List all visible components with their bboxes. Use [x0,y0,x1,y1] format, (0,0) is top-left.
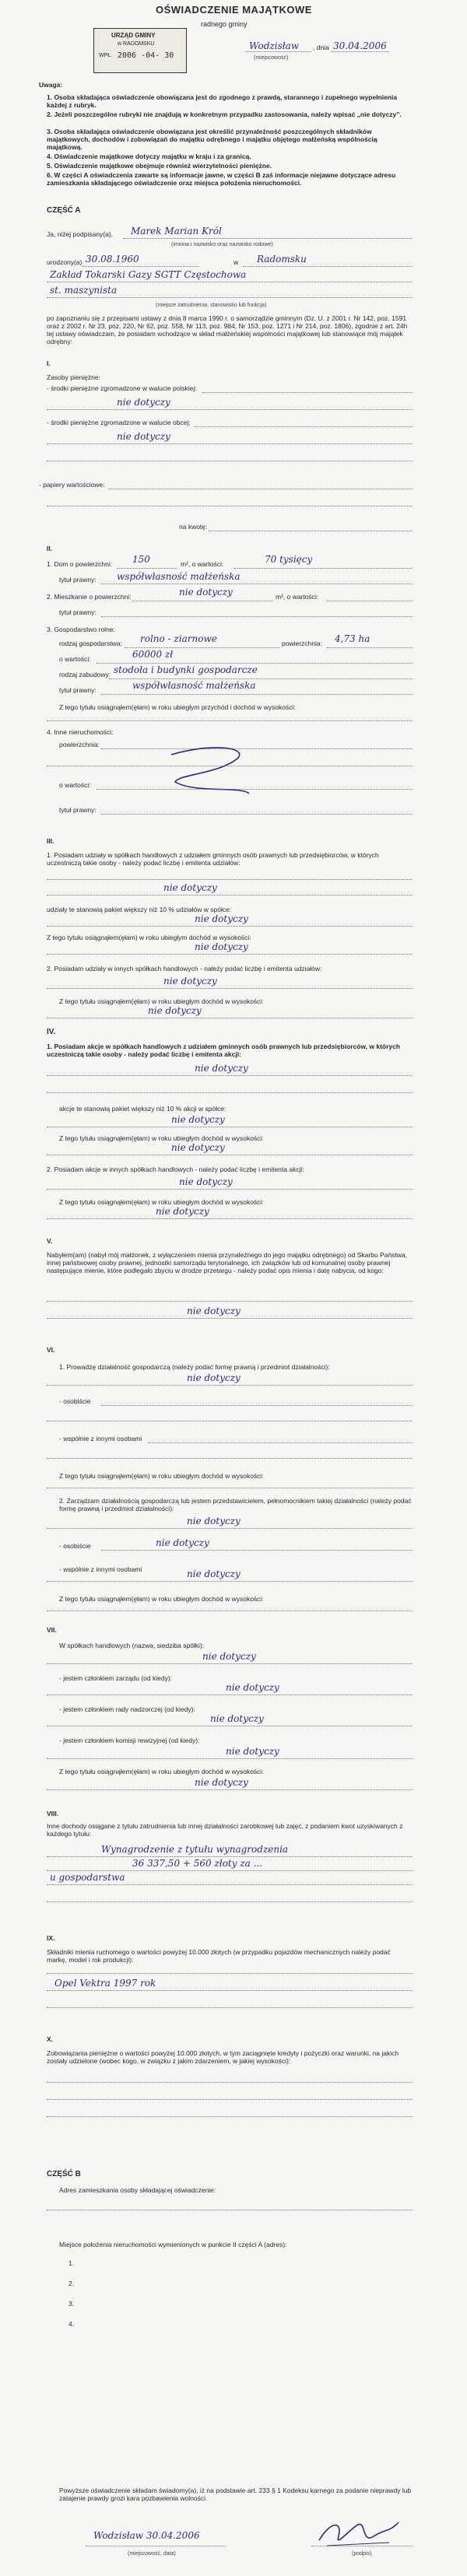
stamp-line1: URZĄD GMINY [111,32,156,39]
inne-tytul-label: tytuł prawny: [59,806,97,814]
sec9-line-3 [47,2007,413,2008]
sec6-p1-line [47,1385,413,1386]
zabudowa-line [109,678,413,679]
gosp-tytul-line [101,694,413,695]
sec3-dochod-line [47,954,413,955]
uwaga-1: 1. Osoba składająca oświadczenie obowiązana jest do zgodnego z prawdą, starannego i zupełnego wypełnienia każdej z rubryk. [47,93,398,109]
sec4-p1: 1. Posiadam akcje w spółkach handlowych z udziałem gminnych osób prawnych lub przedsiębiorców, w których uczestniczą takie osoby - należy podać liczbę i emitenta akcji: [47,1043,401,1058]
zasoby-label: Zasoby pieniężne: [47,373,100,381]
dom-value-handwritten: 70 tysięcy [265,554,313,565]
sec6-osobiscie2: - osobiście [59,1542,91,1550]
sec6-p2-handwritten: nie dotyczy [187,1516,241,1526]
sec4-dochod2-line [47,1218,413,1219]
obce-line-2 [47,443,413,444]
sec7-spolki-line [47,1663,413,1664]
sec3-pakiet-line [47,926,413,927]
pln-line-2 [47,409,413,410]
section-6-roman: VI. [47,1346,55,1354]
dom-m2-label: m², o wartości: [181,560,224,568]
inne-powierzchnia-line [101,748,413,749]
part-b-item-2: 2. [68,2280,75,2287]
sec4-p2: 2. Posiadam akcje w innych spółkach handlowych - należy podać liczbę i emitenta akcji: [47,1165,304,1173]
sec7-zarzad-handwritten: nie dotyczy [226,1682,279,1693]
sec6-osobiscie: - osobiście [59,1397,91,1405]
sec4-dochod-handwritten: nie dotyczy [171,1142,225,1153]
stamp-line2: w RADOMSKU [118,41,155,47]
powierzchnia-line [327,647,413,648]
date-label: , dnia [313,44,329,51]
gosp-tytul-label: tytuł prawny: [59,686,97,694]
mieszkanie-tytul-line [101,616,413,617]
document-subtitle: radnego gminy [201,20,248,28]
powierzchnia-handwritten: 4,73 ha [335,633,370,644]
section-10-roman: X. [47,2035,54,2043]
gosp-value-handwritten: 60000 zł [132,649,174,660]
sec10-line-1 [47,2082,413,2083]
sec8-handwritten-1: Wynagrodzenie z tytułu wynagrodzenia [101,1844,289,1855]
sec5-handwritten: nie dotyczy [187,1306,241,1316]
dom-label: 1. Dom o powierzchni: [47,560,113,568]
sec6-osobiscie-line [101,1405,413,1406]
sec10-text: Zobowiązania pieniężne o wartości powyżej 10.000 złotych, w tym zaciągnięte kredyty i pożyczki oraz warunki, na jakich zostały udzielone (wobec kogo, w związku z jakim zdarzeniem, w jakiej wysokości): [47,2049,399,2065]
sec6-wspolnie-line [148,1442,413,1443]
part-b-miejsce: Miejsce położenia nieruchomości wymienionych w punkcie II części A (adres): [59,2241,287,2248]
sec6-wspolnie2-line [47,1581,413,1582]
born-in-label: w [234,258,239,266]
sec6-wspolnie-line-2 [47,1458,413,1459]
sec9-line [47,1973,413,1974]
part-b-item-1: 1. [68,2259,75,2267]
sec10-line-2 [47,2099,413,2100]
uwagi-heading: Uwaga: [39,81,63,89]
sec8-line-3 [47,1884,413,1885]
uwaga-2: 2. Jeżeli poszczególne rubryki nie znajdują w konkretnym przypadku zastosowania, należy wpisać „nie dotyczy”. [47,110,402,118]
dom-value-line [234,568,413,569]
pln-handwritten: nie dotyczy [117,397,170,408]
gosp-wartosc-label: o wartości: [59,655,91,663]
section-9-roman: IX. [47,1934,55,1942]
sec9-handwritten: Opel Vektra 1997 rok [54,1978,156,1989]
sec4-p1-line [47,1075,413,1076]
document-title: OŚWIADCZENIE MAJĄTKOWE [156,4,312,16]
date-line [332,51,389,52]
sec5-line [47,1301,413,1302]
sec6-osobiscie2-handwritten: nie dotyczy [156,1537,209,1548]
sec5-text: Nabyłem(am) (nabył mój małżonek, z wyłączeniem mienia przynależnego do jego majątku odrębnego) od Skarbu Państwa, innej państwowej osoby prawnej, jednostki samorządu terytorialnego, ich związków lub od komunalnej osoby prawnej następujące mienie, które podlegało zbyciu w drodze przetargu - należy podać opis mienia i datę nabycia, od kogo: [47,1251,408,1274]
sec7-rada: - jestem członkiem rady nadzorczej (od kiedy): [59,1705,195,1713]
na-kwote-label: na kwotę: [179,523,208,531]
sec4-dochod2-handwritten: nie dotyczy [156,1206,209,1217]
sec8-line-1 [47,1856,413,1857]
section-5-roman: V. [47,1237,53,1245]
sec7-komisja: - jestem członkiem komisji rewizyjnej (od kiedy): [59,1737,200,1744]
inne-wartosc-label: o wartości: [59,781,91,789]
section-4-roman: IV. [47,1028,56,1036]
sec3-dochod2: Z tego tytułu osiągnąłem(ęłam) w roku ubiegłym dochód w wysokości: [59,997,264,1005]
sec7-spolki-handwritten: nie dotyczy [202,1651,256,1662]
sec3-p2: 2. Posiadam udziały w innych spółkach handlowych - należy podać liczbę i emitenta udziałów: [47,965,322,973]
sec4-p2-line [47,1189,413,1190]
sec7-dochod: Z tego tytułu osiągnąłem(ęłam) w roku ubiegłym dochód w wysokości: [59,1768,264,1775]
born-date-line [83,266,199,267]
gosp-value-line [97,663,413,664]
sec6-wspolnie2-handwritten: nie dotyczy [187,1568,241,1579]
section-8-roman: VIII. [47,1810,59,1817]
sec3-p1-handwritten: nie dotyczy [163,882,217,893]
zabudowa-handwritten: stodoła i budynki gospodarcze [114,664,258,675]
ja-label: Ja, niżej podpisany(a), [47,230,114,238]
sec7-komisja-line [47,1758,413,1759]
employment-line-2 [47,297,413,298]
uwaga-6: 6. W części A oświadczenia zawarte są informacje jawne, w części B zaś informacje niejawne dotyczące adresu zamieszkania składającego oświadczenie oraz miejsca położenia nieruchomości. [47,171,396,187]
place-line [246,51,311,52]
sec6-p2-line [47,1528,413,1529]
sec7-komisja-handwritten: nie dotyczy [226,1746,279,1757]
sec6-osobiscie2-line [101,1550,413,1551]
sec7-zarzad: - jestem członkiem zarządu (od kiedy): [59,1674,173,1682]
date-handwritten: 30.04.2006 [333,40,387,51]
sec3-pakiet: udziały te stanowią pakiet większy niż 10 % udziałów w spółce: [47,906,232,913]
sec7-rada-handwritten: nie dotyczy [210,1713,264,1724]
born-place-handwritten: Radomsku [257,254,307,265]
powierzchnia-label: powierzchnia: [282,640,322,647]
sec6-wspolnie2: - wspólnie z innymi osobami [59,1565,142,1573]
stamp-date: 2006 -04- 30 [118,51,174,60]
place-caption: (miejscowość) [254,55,289,61]
pln-line [202,392,413,393]
sec8-line-2 [47,1870,413,1871]
dom-tytul-handwritten: współwłasność małżeńska [117,571,241,582]
sec7-dochod-line [47,1789,413,1790]
gospodarstwo-label: 3. Gospodarstwo rolne: [47,626,115,633]
mieszkanie-m2-label: m², o wartości: [276,593,319,601]
footer-statement: Powyższe oświadczenie składam świadomy(a), iż na podstawie art. 233 § 1 Kodeksu karnego za podanie nieprawdy lub zatajenie prawdy grozi kara pozbawienia wolności. [59,2487,412,2502]
mieszkanie-label: 2. Mieszkanie o powierzchni: [47,593,132,601]
place-handwritten: Wodzisław [249,40,300,51]
sec7-spolki: W spółkach handlowych (nazwa, siedziba spółki): [59,1642,205,1649]
employment-handwritten-2: st. maszynista [50,285,118,296]
dom-area-line [117,568,177,569]
section-7-roman: VII. [47,1626,57,1634]
registry-stamp [93,28,187,73]
gosp-dochod-line [47,720,413,721]
footer-place-date-handwritten: Wodzisław 30.04.2006 [93,2530,200,2541]
sec3-dochod-handwritten: nie dotyczy [195,941,248,952]
sec6-dochod2: Z tego tytułu osiągnąłem(ęłam) w roku ubiegłym dochód w wysokości: [59,1595,264,1603]
sec8-line-4 [47,1901,413,1902]
dom-tytul-label: tytuł prawny: [59,576,97,584]
part-b-item-4: 4. [68,2320,75,2328]
sec6-p2: 2. Zarządzam działalnością gospodarczą lub jestem przedstawicielem, pełnomocnikiem takiej działalności (należy podać formę prawną i przedmiot działalności): [59,1497,412,1512]
section-1-roman: I. [47,359,51,367]
sec3-p1-line [47,879,413,880]
intro-paragraph: po zapoznaniu się z przepisami ustawy z dnia 8 marca 1990 r. o samorządzie gminnym (Dz. U. z 2001 r. Nr 142, poz. 1591 oraz z 2002 r. Nr 23, poz. 220, Nr 62, poz. 558, Nr 113, poz. 984, Nr 153, poz. 1271 i Nr 214, poz. 1806), zgodnie z art. 24h tej ustawy oświadczam, że posiadam wchodzące w skład małżeńskiej wspólności majątkowej lub stanowiące mój majątek odrębny: [47,314,408,345]
born-label: urodzony(a) [47,258,83,266]
sec3-dochod2-handwritten: nie dotyczy [148,1005,202,1016]
sec4-p2-handwritten: nie dotyczy [179,1176,233,1187]
section-2-roman: II. [47,545,53,552]
sec6-dochod2-line [47,1610,413,1611]
obce-label: - środki pieniężne zgromadzone w walucie obcej: [47,419,191,426]
part-b-item-3: 3. [68,2300,75,2308]
dom-area-handwritten: 150 [132,554,150,565]
sec4-pakiet-handwritten: nie dotyczy [171,1114,225,1125]
sec6-p1-handwritten: nie dotyczy [187,1372,241,1383]
sec7-dochod-handwritten: nie dotyczy [195,1777,248,1788]
mieszkanie-tytul-label: tytuł prawny: [59,608,97,616]
born-date-handwritten: 30.08.1960 [86,254,139,265]
part-b-heading: CZĘŚĆ B [47,2170,81,2178]
gosp-dochod-label: Z tego tytułu osiągnąłem(ęłam) w roku ubiegłym przychód i dochód w wysokości: [59,703,296,711]
sec9-text: Składniki mienia ruchomego o wartości powyżej 10.000 złotych (w przypadku pojazdów mechanicznych należy podać markę, model i rok produkcji): [47,1948,391,1964]
sec10-line-3 [47,2116,413,2117]
sec3-dochod: Z tego tytułu osiągnąłem(ęłam) w roku ubiegłym dochód w wysokości: [47,934,251,941]
sec4-p1-handwritten: nie dotyczy [195,1063,248,1074]
sec5-line-2 [47,1318,413,1319]
name-line [123,238,413,239]
rodzaj-label: rodzaj gospodarstwa: [59,640,122,647]
sec4-p1-line-2 [47,1092,413,1093]
inne-wartosc-line [97,789,413,790]
gosp-tytul-handwritten: współwłasność małżeńska [132,680,256,691]
sec8-text: Inne dochody osiągane z tytułu zatrudnienia lub innej działalności zarobkowej lub zajęć, z podaniem kwot uzyskiwanych z każdego tytułu: [47,1822,403,1838]
obce-handwritten: nie dotyczy [117,431,170,442]
rodzaj-line [125,647,280,648]
inne-tytul-line [101,814,413,815]
part-b-adres: Adres zamieszkania osoby składającej oświadczenie: [59,2186,216,2194]
uwaga-4: 4. Oświadczenie majątkowe dotyczy majątku w kraju i za granicą. [47,152,251,160]
footer-sign-caption: (podpis) [352,2551,372,2557]
papiery-label: - papiery wartościowe: [39,481,105,489]
strike-scribble [163,739,257,801]
name-caption: (imiona i nazwisko oraz nazwisko rodowe) [171,242,273,247]
rodzaj-handwritten: rolno - ziarnowe [140,633,217,644]
stamp-wpl: WPŁ. [99,53,113,58]
sec3-p2-handwritten: nie dotyczy [163,976,217,987]
employment-caption: (miejsce zatrudnienia, stanowisko lub funkcja) [156,303,267,308]
sec9-line-2 [47,1990,413,1991]
employment-handwritten-1: Zakład Tokarski Gazy SGTT Częstochowa [50,269,247,280]
inne-powierzchnia-label: powierzchnia: [59,741,100,748]
pln-label: - środki pieniężne zgromadzone w walucie polskiej: [47,384,197,392]
sec8-handwritten-2: 36 337,50 + 560 złoty za ... [132,1858,263,1869]
uwaga-3: 3. Osoba składająca oświadczenie obowiązana jest określić przynależność poszczególnych składników majątkowych, dochodów i zobowiązań do majątku odrębnego i majątku objętego małżeńską wspólnością majątkową. [47,128,377,151]
sec4-dochod2: Z tego tytułu osiągnąłem(ęłam) w roku ubiegłym dochód w wysokości: [59,1198,264,1206]
sec3-p2-line [47,988,413,989]
sec6-wspolnie: - wspólnie z innymi osobami [59,1435,142,1442]
obce-line [195,426,413,427]
sec6-dochod: Z tego tytułu osiągnąłem(ęłam) w roku ubiegłym dochód w wysokości: [59,1472,264,1480]
inne-label: 4. Inne nieruchomości: [47,728,114,736]
footer-place-caption: (miejscowość, data) [128,2551,176,2557]
sec3-p1: 1. Posiadam udziały w spółkach handlowych z udziałem gminnych osób prawnych lub przedsiębiorców, w których uczestniczą takie osoby - należy podać liczbę i emitenta udziałów: [47,851,379,867]
mieszkanie-handwritten: nie dotyczy [179,587,233,598]
zabudowa-label: rodzaj zabudowy: [59,671,111,678]
name-handwritten: Marek Marian Król [131,226,222,237]
section-3-roman: III. [47,837,54,845]
uwaga-5: 5. Oświadczenie majątkowe obejmuje również wierzytelności pieniężne. [47,162,272,170]
born-place-line [243,266,413,267]
sec4-pakiet: akcje te stanowią pakiet większy niż 10 % akcji w spółce: [59,1105,226,1113]
sec8-handwritten-3: u gospodarstwa [50,1872,125,1883]
sec4-dochod: Z tego tytułu osiągnąłem(ęłam) w roku ubiegłym dochód w wysokości: [59,1134,264,1142]
part-a-heading: CZĘŚĆ A [47,206,81,215]
sec6-p1: 1. Prowadzę działalność gospodarczą (należy podać formę prawną i przedmiot działalności): [59,1363,330,1371]
sec3-pakiet-handwritten: nie dotyczy [195,913,248,924]
